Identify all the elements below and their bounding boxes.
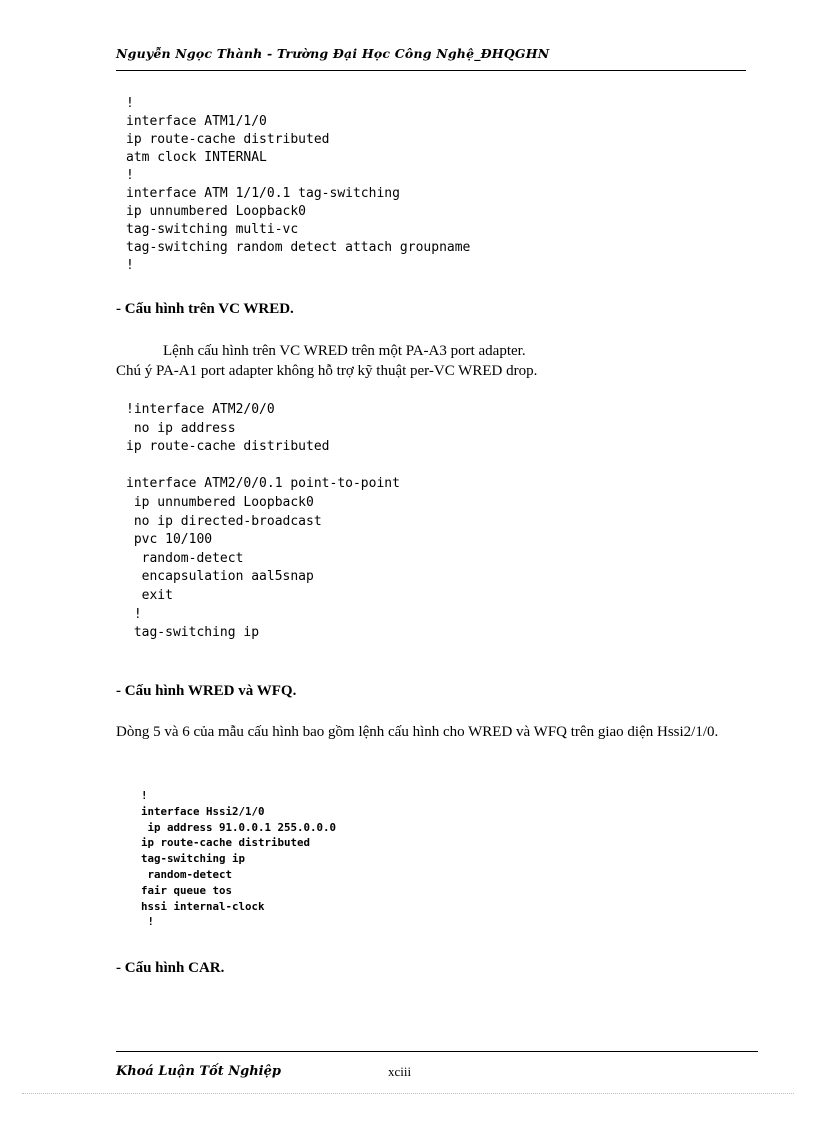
section-heading-wred-wfq: - Cấu hình WRED và WFQ.	[116, 683, 297, 699]
section-heading-car: - Cấu hình CAR.	[116, 960, 225, 976]
code-block-hssi: ! interface Hssi2/1/0 ip address 91.0.0.1 255.0.0.0 ip route-cache distributed tag-switching ip random-detect fair queue tos hssi internal-clock !	[141, 789, 337, 929]
header-divider	[116, 70, 746, 71]
page-bottom-border	[22, 1093, 794, 1094]
footer-title: Khoá Luận Tốt Nghiệp	[116, 1064, 281, 1079]
paragraph-vc-wred-line1: Lệnh cấu hình trên VC WRED trên một PA-A3 port adapter.	[163, 343, 526, 359]
code-block-atm1: ! interface ATM1/1/0 ip route-cache distributed atm clock INTERNAL ! interface ATM 1/1/0.1 tag-switching ip unnumbered Loopback0 tag-switching multi-vc tag-switching random detect attach groupname !	[126, 96, 471, 273]
paragraph-vc-wred-line2: Chú ý PA-A1 port adapter không hỗ trợ kỹ thuật per-VC WRED drop.	[116, 363, 538, 379]
paragraph-wred-wfq: Dòng 5 và 6 của mẫu cấu hình bao gồm lệnh cấu hình cho WRED và WFQ trên giao diện Hssi2/1/0.	[116, 724, 719, 740]
section-heading-vc-wred: - Cấu hình trên VC WRED.	[116, 301, 294, 317]
page-number: xciii	[388, 1064, 412, 1079]
code-block-atm2: !interface ATM2/0/0 no ip address ip route-cache distributed interface ATM2/0/0.1 point-to-point ip unnumbered Loopback0 no ip directed-broadcast pvc 10/100 random-detect encapsulation aal5snap exit ! tag-switching ip	[126, 402, 400, 641]
footer-divider	[116, 1051, 758, 1052]
page-header: Nguyễn Ngọc Thành - Trường Đại Học Công Nghệ_ĐHQGHN	[116, 46, 550, 61]
